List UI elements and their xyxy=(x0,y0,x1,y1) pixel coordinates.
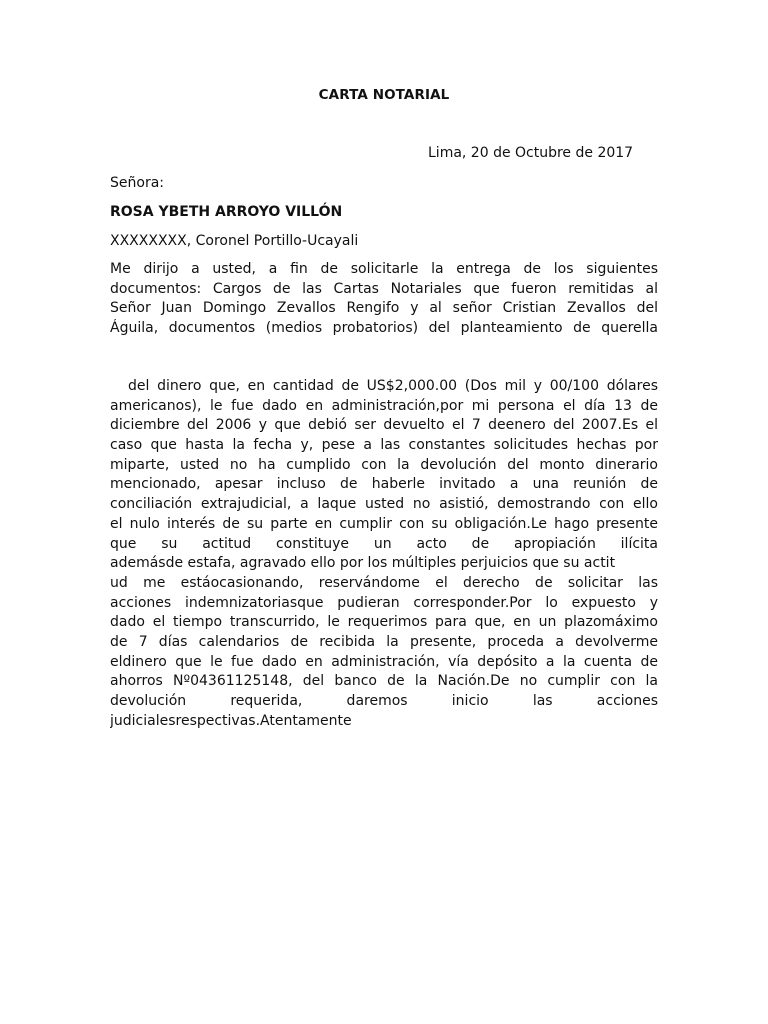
text-line: ud me estáocasionando, reservándome el derecho de solicitar las xyxy=(110,574,658,591)
recipient-address: XXXXXXXX, Coronel Portillo-Ucayali xyxy=(110,233,359,249)
text-line: ahorros Nº04361125148, del banco de la Nación.De no cumplir con la xyxy=(110,673,658,690)
text-line: ademásde estafa, agravado ello por los múltiples perjuicios que su actit xyxy=(110,555,616,572)
text-line: del dinero que, en cantidad de US$2,000.00 (Dos mil y 00/100 dólares xyxy=(128,378,658,394)
letter-date: Lima, 20 de Octubre de 2017 xyxy=(428,145,634,161)
text-line: diciembre del 2006 y que debió ser devuelto el 7 deenero del 2007.Es el xyxy=(110,417,658,434)
text-line: conciliación extrajudicial, a laque usted no asistió, demostrando con ello xyxy=(110,496,658,513)
text-line: de 7 días calendarios de recibida la presente, proceda a devolverme xyxy=(110,633,658,650)
recipient-name: ROSA YBETH ARROYO VILLÓN xyxy=(110,204,343,220)
text-line: Águila, documentos (medios probatorios) del planteamiento de querella xyxy=(110,320,658,337)
text-line: eldinero que le fue dado en administración, vía depósito a la cuenta de xyxy=(110,653,658,670)
paragraph-body xyxy=(110,377,658,731)
text-line: Señor Juan Domingo Zevallos Rengifo y al señor Cristian Zevallos del xyxy=(110,300,658,317)
text-line: el nulo interés de su parte en cumplir con su obligación.Le hago presente xyxy=(110,515,658,532)
text-line: documentos: Cargos de las Cartas Notariales que fueron remitidas al xyxy=(110,280,658,297)
text-line: que su actitud constituye un acto de apropiación ilícita xyxy=(110,535,658,552)
text-line: americanos), le fue dado en administración,por mi persona el día 13 de xyxy=(110,397,658,414)
salutation: Señora: xyxy=(110,175,164,191)
text-line: devolución requerida, daremos inicio las acciones xyxy=(110,693,658,709)
text-line: judicialesrespectivas.Atentamente xyxy=(110,712,352,729)
text-line: miparte, usted no ha cumplido con la devolución del monto dinerario xyxy=(110,456,658,473)
text-line: dado el tiempo transcurrido, le requerimos para que, en un plazomáximo xyxy=(110,614,658,631)
text-line: mencionado, apesar incluso de haberle invitado a una reunión de xyxy=(110,476,658,493)
text-line: acciones indemnizatoriasque pudieran corresponder.Por lo expuesto y xyxy=(110,594,658,611)
text-line: caso que hasta la fecha y, pese a las constantes solicitudes hechas por xyxy=(110,437,658,454)
paragraph-request xyxy=(110,260,658,339)
letter-title: CARTA NOTARIAL xyxy=(318,87,450,103)
text-line: Me dirijo a usted, a fin de solicitarle la entrega de los siguientes xyxy=(110,261,658,277)
